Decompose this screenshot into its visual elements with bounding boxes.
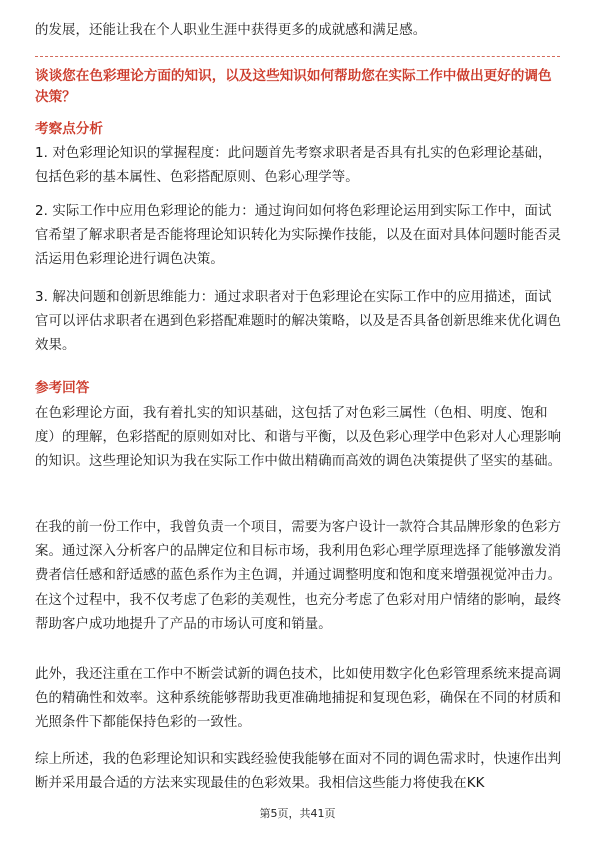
analysis-point-3: 3. 解决问题和创新思维能力：通过求职者对于色彩理论在实际工作中的应用描述，面试官可以评估求职者在遇到色彩搭配难题时的解决策略，以及是否具备创新思维来优化调色效果。: [35, 290, 562, 354]
section-divider: [35, 56, 560, 57]
analysis-point-1: 1. 对色彩理论知识的掌握程度：此问题首先考察求职者是否具有扎实的色彩理论基础，包括色彩的基本属性、色彩搭配原则、色彩心理学等。: [35, 146, 552, 186]
intro-tail-paragraph: 的发展，还能让我在个人职业生涯中获得更多的成就感和满足感。: [35, 23, 427, 38]
page-number-footer: 第5页，共41页: [259, 807, 336, 820]
answer-heading: 参考回答: [35, 380, 90, 396]
analysis-heading: 考察点分析: [35, 121, 103, 137]
answer-paragraph-3: 此外，我还注重在工作中不断尝试新的调色技术，比如使用数字化色彩管理系统来提高调色的精确性和效率。这种系统能够帮助我更准确地捕捉和复现色彩，确保在不同的材质和光照条件下都能保持色彩的一致性。: [35, 667, 562, 731]
answer-paragraph-2: 在我的前一份工作中，我曾负责一个项目，需要为客户设计一款符合其品牌形象的色彩方案。通过深入分析客户的品牌定位和目标市场，我利用色彩心理学原理选择了能够激发消费者信任感和舒适感的蓝色系作为主色调，并通过调整明度和饱和度来增强视觉冲击力。在这个过程中，我不仅考虑了色彩的美观性，也充分考虑了色彩对用户情绪的影响，最终帮助客户成功地提升了产品的市场认可度和销量。: [35, 520, 562, 632]
answer-paragraph-4: 综上所述，我的色彩理论知识和实践经验使我能够在面对不同的调色需求时，快速作出判断并采用最合适的方法来实现最佳的色彩效果。我相信这些能力将使我在KK: [35, 752, 562, 792]
question-heading: 谈谈您在色彩理论方面的知识，以及这些知识如何帮助您在实际工作中做出更好的调色决策？: [35, 68, 552, 105]
answer-paragraph-1: 在色彩理论方面，我有着扎实的知识基础，这包括了对色彩三属性（色相、明度、饱和度）的理解，色彩搭配的原则如对比、和谐与平衡，以及色彩心理学中色彩对人心理影响的知识。这些理论知识为我在实际工作中做出精确而高效的调色决策提供了坚实的基础。: [35, 406, 562, 470]
analysis-point-2: 2. 实际工作中应用色彩理论的能力：通过询问如何将色彩理论运用到实际工作中，面试官希望了解求职者是否能将理论知识转化为实际操作技能，以及在面对具体问题时能否灵活运用色彩理论进行调色决策。: [35, 204, 562, 268]
